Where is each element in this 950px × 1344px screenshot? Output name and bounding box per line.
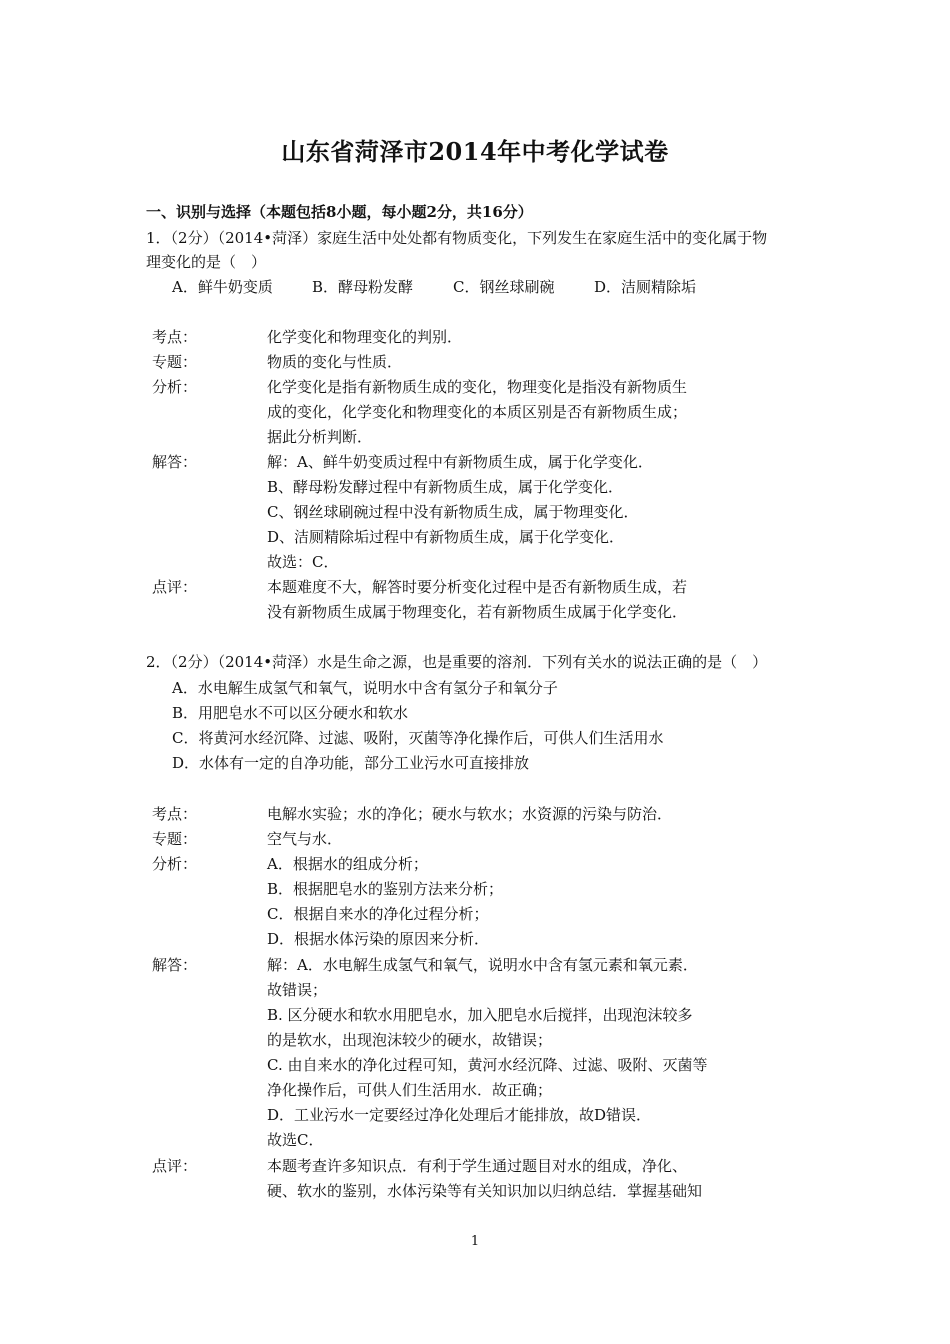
question-2-option-a: A．水电解生成氢气和氧气，说明水中含有氢分子和氧分子 [172, 679, 558, 697]
q2-dianping-line-1: 本题考查许多知识点．有利于学生通过题目对水的组成，净化、 [267, 1157, 688, 1175]
q2-jieda-line-7: D．工业污水一定要经过净化处理后才能排放，故D错误． [267, 1106, 652, 1124]
q1-kaodian-label: 考点： [152, 328, 198, 346]
q2-jieda-line-4: 的是软水，出现泡沫较少的硬水，故错误； [267, 1031, 553, 1049]
q2-jieda-line-2: 故错误； [267, 981, 328, 999]
q1-fenxi-line-1: 化学变化是指有新物质生成的变化，物理变化是指没有新物质生 [267, 378, 688, 396]
question-2-option-b: B．用肥皂水不可以区分硬水和软水 [172, 704, 409, 722]
question-1-option-a: A．鲜牛奶变质 [172, 278, 273, 296]
q2-dianping-label: 点评： [152, 1157, 198, 1175]
q2-zhuanti-label: 专题： [152, 830, 198, 848]
question-1-option-d: D．洁厕精除垢 [594, 278, 697, 296]
q2-dianping-line-2: 硬、软水的鉴别，水体污染等有关知识加以归纳总结．掌握基础知 [267, 1182, 703, 1200]
q1-jieda-line-1: 解：A、鲜牛奶变质过程中有新物质生成，属于化学变化． [267, 453, 653, 471]
q1-fenxi-label: 分析： [152, 378, 198, 396]
q2-jieda-line-3: B. 区分硬水和软水用肥皂水，加入肥皂水后搅拌，出现泡沫较多 [267, 1006, 693, 1024]
question-1-stem-line-1: 1．（2分）（2014•菏泽）家庭生活中处处都有物质变化，下列发生在家庭生活中的变化属于物 [146, 229, 768, 247]
q1-zhuanti-text: 物质的变化与性质． [267, 353, 403, 371]
q2-jieda-label: 解答： [152, 956, 198, 974]
q2-kaodian-text: 电解水实验；水的净化；硬水与软水；水资源的污染与防治． [267, 805, 673, 823]
page-title: 山东省菏泽市2014年中考化学试卷 [281, 137, 669, 166]
q1-jieda-line-3: C、钢丝球刷碗过程中没有新物质生成，属于物理变化． [267, 503, 639, 521]
question-1-option-b: B．酵母粉发酵 [312, 278, 414, 296]
q2-jieda-line-8: 故选C． [267, 1131, 324, 1149]
q1-dianping-line-1: 本题难度不大，解答时要分析变化过程中是否有新物质生成，若 [267, 578, 688, 596]
q1-jieda-line-5: 故选：C． [267, 553, 339, 571]
q2-jieda-line-1: 解：A．水电解生成氢气和氧气，说明水中含有氢元素和氧元素． [267, 956, 698, 974]
q2-kaodian-label: 考点： [152, 805, 198, 823]
q1-dianping-line-2: 没有新物质生成属于物理变化，若有新物质生成属于化学变化． [267, 603, 688, 621]
section-heading: 一、识别与选择（本题包括8小题，每小题2分，共16分） [146, 203, 533, 221]
q1-fenxi-line-2: 成的变化，化学变化和物理变化的本质区别是否有新物质生成； [267, 403, 688, 421]
question-1-stem-line-2: 理变化的是（ ） [146, 253, 267, 271]
q1-jieda-line-4: D、洁厕精除垢过程中有新物质生成，属于化学变化． [267, 528, 625, 546]
q2-fenxi-line-1: A．根据水的组成分析； [267, 855, 428, 873]
question-2-option-c: C．将黄河水经沉降、过滤、吸附，灭菌等净化操作后，可供人们生活用水 [172, 729, 664, 747]
q2-fenxi-line-2: B．根据肥皂水的鉴别方法来分析； [267, 880, 504, 898]
q2-zhuanti-text: 空气与水． [267, 830, 343, 848]
q2-jieda-line-5: C. 由自来水的净化过程可知，黄河水经沉降、过滤、吸附、灭菌等 [267, 1056, 708, 1074]
q2-fenxi-line-4: D．根据水体污染的原因来分析． [267, 930, 490, 948]
q1-dianping-label: 点评： [152, 578, 198, 596]
q2-jieda-line-6: 净化操作后，可供人们生活用水．故正确； [267, 1081, 553, 1099]
question-1-option-c: C．钢丝球刷碗 [453, 278, 555, 296]
q2-fenxi-line-3: C．根据自来水的净化过程分析； [267, 905, 489, 923]
q1-jieda-line-2: B、酵母粉发酵过程中有新物质生成，属于化学变化． [267, 478, 624, 496]
q1-jieda-label: 解答： [152, 453, 198, 471]
q1-fenxi-line-3: 据此分析判断． [267, 428, 373, 446]
q1-kaodian-text: 化学变化和物理变化的判别． [267, 328, 463, 346]
q2-fenxi-label: 分析： [152, 855, 198, 873]
question-2-stem: 2．（2分）（2014•菏泽）水是生命之源，也是重要的溶剂．下列有关水的说法正确的是（ ） [146, 653, 768, 671]
page-number: 1 [470, 1234, 480, 1249]
q1-zhuanti-label: 专题： [152, 353, 198, 371]
question-2-option-d: D．水体有一定的自净功能，部分工业污水可直接排放 [172, 754, 530, 772]
